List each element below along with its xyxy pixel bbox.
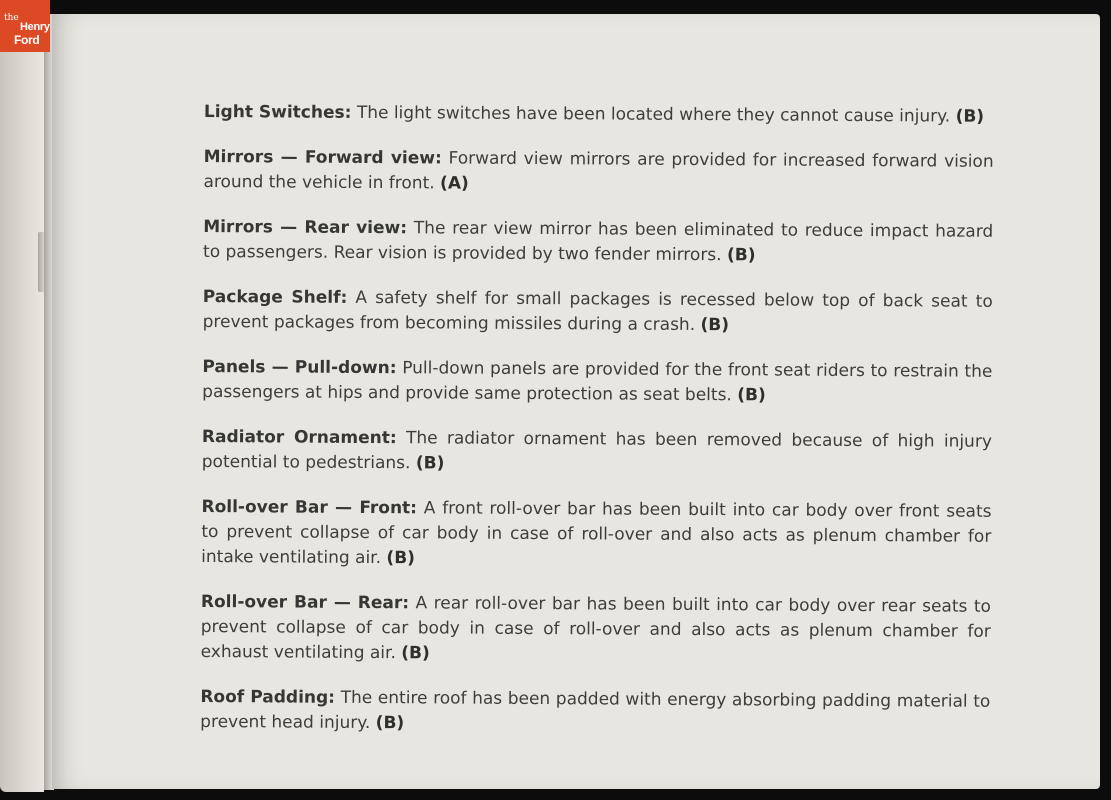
- entry-text: The entire roof has been padded with energy absorbing padding material to prevent head injury.: [200, 687, 991, 734]
- entry-rating: (A): [440, 173, 469, 194]
- entry-term: Mirrors — Rear view:: [203, 216, 408, 239]
- logo-the-text: the: [4, 13, 19, 23]
- document-page: [52, 14, 1100, 789]
- entry-text: The rear view mirror has been eliminated to reduce impact hazard to passengers. Rear vision is provided by two fender mirrors.: [203, 218, 994, 266]
- logo-henry-text: Henry: [20, 21, 50, 33]
- logo-ford-text: Ford: [14, 33, 40, 47]
- entry-term: Roof Padding:: [200, 686, 336, 708]
- entry-roll-over-bar-front: [201, 495, 991, 575]
- entry-text: The radiator ornament has been removed because of high injury potential to pedestrians.: [201, 428, 992, 474]
- entry-text: A safety shelf for small packages is recessed below top of back seat to prevent packages from becoming missiles during a crash.: [202, 287, 993, 336]
- entry-text: Pull-down panels are provided for the front seat riders to restrain the passengers at hips and provide same protection as seat belts.: [202, 358, 993, 406]
- entry-rating: (B): [386, 548, 416, 569]
- left-page-edge: [0, 40, 44, 792]
- entry-roof-padding: [200, 685, 990, 740]
- entry-term: Light Switches:: [203, 101, 352, 123]
- entry-term: Radiator Ornament:: [201, 426, 397, 449]
- entry-panels-pull-down: [202, 355, 992, 410]
- entry-text: A rear roll-over bar has been built into car body over rear seats to prevent collapse of car body in case of roll-over and also acts as plenum chamber for exhaust ventilating air.: [200, 593, 991, 664]
- entry-rating: (B): [700, 315, 730, 336]
- henry-ford-logo: [0, 0, 50, 52]
- entry-rating: (B): [415, 453, 445, 474]
- entry-package-shelf: [203, 285, 993, 340]
- entry-text: The light switches have been located where they cannot cause injury.: [356, 102, 951, 127]
- entry-term: Panels — Pull-down:: [202, 356, 397, 379]
- entry-text: Forward view mirrors are provided for increased forward vision around the vehicle in front.: [203, 148, 994, 194]
- entry-rating: (B): [955, 106, 985, 127]
- entry-term: Roll-over Bar — Front:: [201, 496, 418, 519]
- entry-mirrors-forward-view: [203, 145, 993, 200]
- entry-roll-over-bar-rear: [201, 590, 991, 670]
- entry-text: A front roll-over bar has been built into car body over front seats to prevent collapse of car body in case of roll-over and also acts as plenum chamber for intake ventilating air.: [201, 498, 992, 569]
- entry-radiator-ornament: [202, 425, 992, 480]
- entry-rating: (B): [726, 245, 756, 266]
- entry-term: Mirrors — Forward view:: [203, 146, 442, 169]
- entry-rating: (B): [375, 713, 405, 734]
- entry-term: Roll-over Bar — Rear:: [200, 591, 410, 614]
- entry-rating: (B): [737, 385, 766, 406]
- entry-mirrors-rear-view: [203, 215, 993, 270]
- entry-term: Package Shelf:: [202, 286, 348, 308]
- entry-light-switches: [204, 100, 994, 130]
- entry-list: [200, 100, 994, 760]
- entry-rating: (B): [401, 643, 430, 664]
